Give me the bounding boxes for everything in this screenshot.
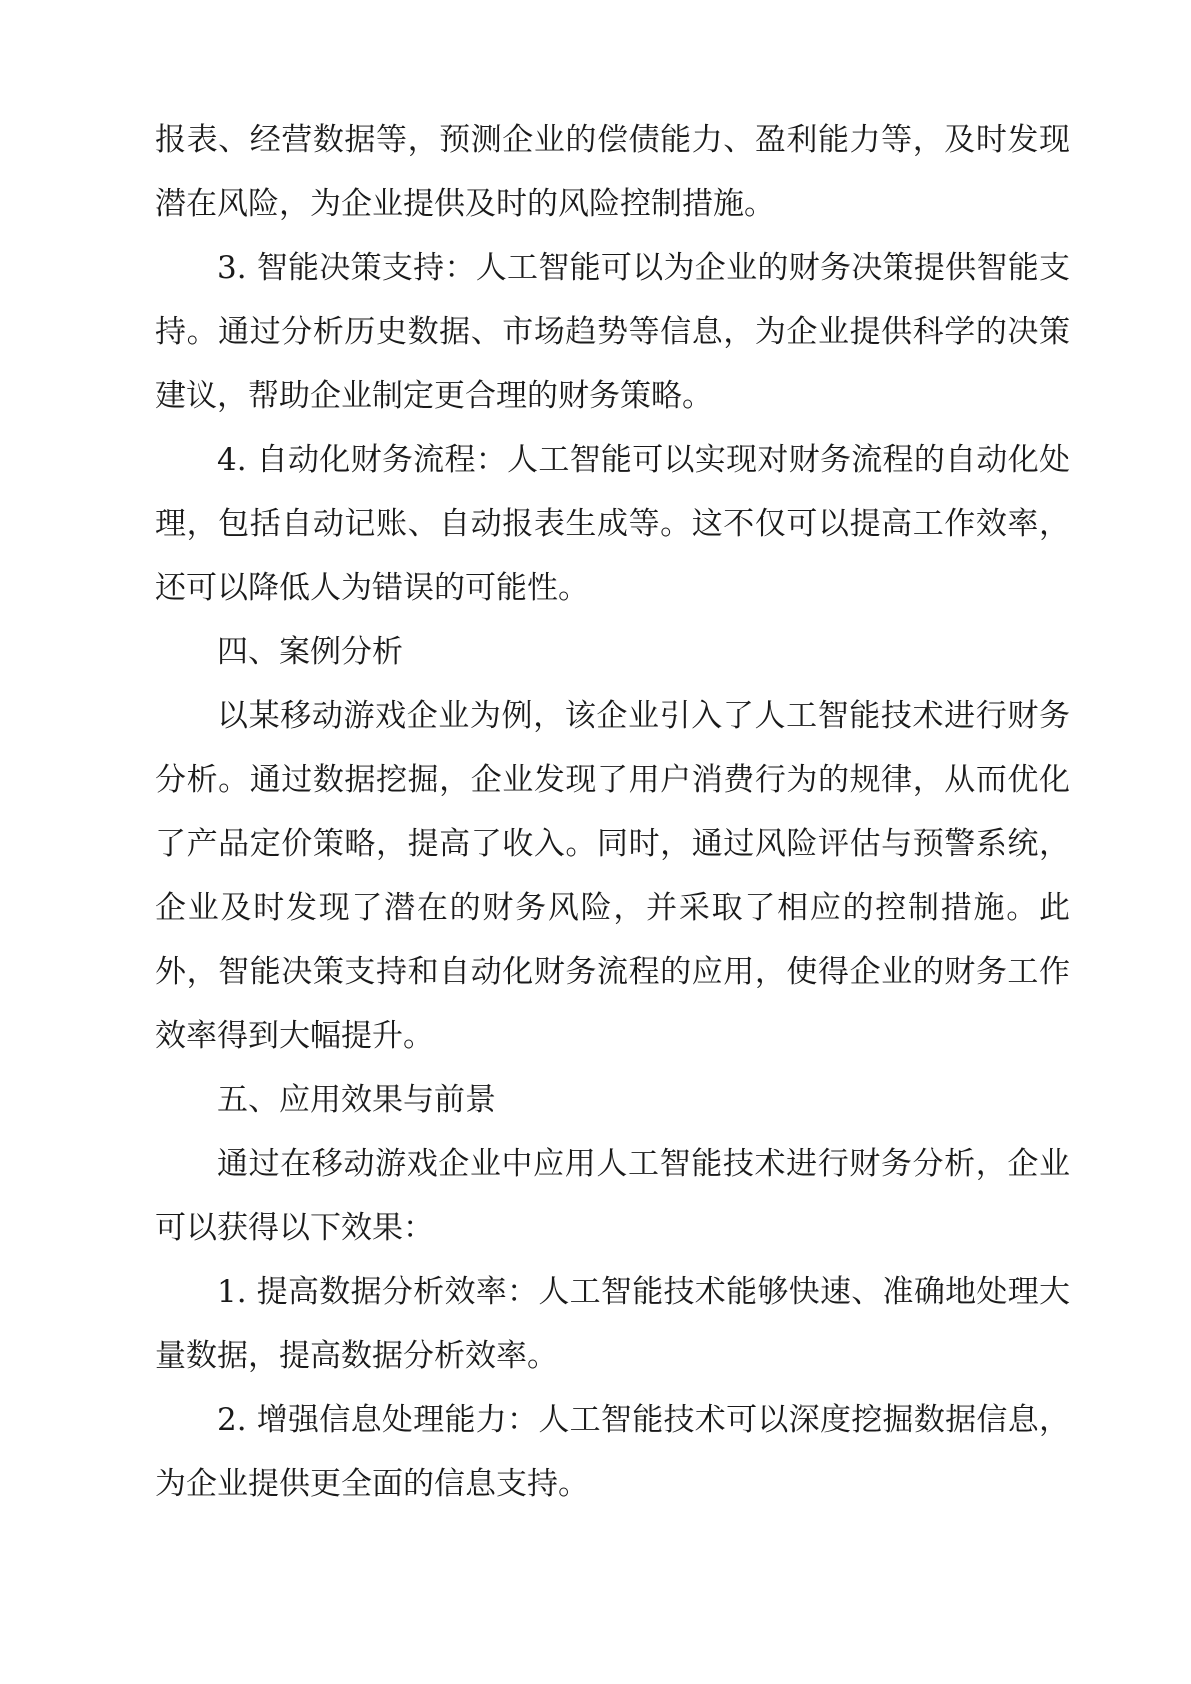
section-heading-case-analysis: 四、案例分析 [217, 634, 403, 670]
list-item-information-processing: 2. 增强信息处理能力：人工智能技术可以深度挖掘数据信息，为企业提供更全面的信息支持。 [155, 1402, 1070, 1502]
list-item-data-analysis-efficiency: 1. 提高数据分析效率：人工智能技术能够快速、准确地处理大量数据，提高数据分析效率。 [155, 1274, 1070, 1374]
paragraph-case-study: 以某移动游戏企业为例，该企业引入了人工智能技术进行财务分析。通过数据挖掘，企业发现了用户消费行为的规律，从而优化了产品定价策略，提高了收入。同时，通过风险评估与预警系统，企业及时发现了潜在的财务风险，并采取了相应的控制措施。此外，智能决策支持和自动化财务流程的应用，使得企业的财务工作效率得到大幅提升。 [155, 698, 1070, 1054]
document-body [155, 108, 1070, 1516]
paragraph-effects-intro: 通过在移动游戏企业中应用人工智能技术进行财务分析，企业可以获得以下效果： [155, 1146, 1070, 1246]
paragraph-automated-finance-process: 4. 自动化财务流程：人工智能可以实现对财务流程的自动化处理，包括自动记账、自动报表生成等。这不仅可以提高工作效率，还可以降低人为错误的可能性。 [155, 442, 1070, 606]
section-heading-effects-and-prospects: 五、应用效果与前景 [217, 1082, 496, 1118]
paragraph-risk-continuation: 报表、经营数据等，预测企业的偿债能力、盈利能力等，及时发现潜在风险，为企业提供及时的风险控制措施。 [155, 122, 1070, 222]
paragraph-intelligent-decision-support: 3. 智能决策支持：人工智能可以为企业的财务决策提供智能支持。通过分析历史数据、市场趋势等信息，为企业提供科学的决策建议，帮助企业制定更合理的财务策略。 [155, 250, 1070, 414]
